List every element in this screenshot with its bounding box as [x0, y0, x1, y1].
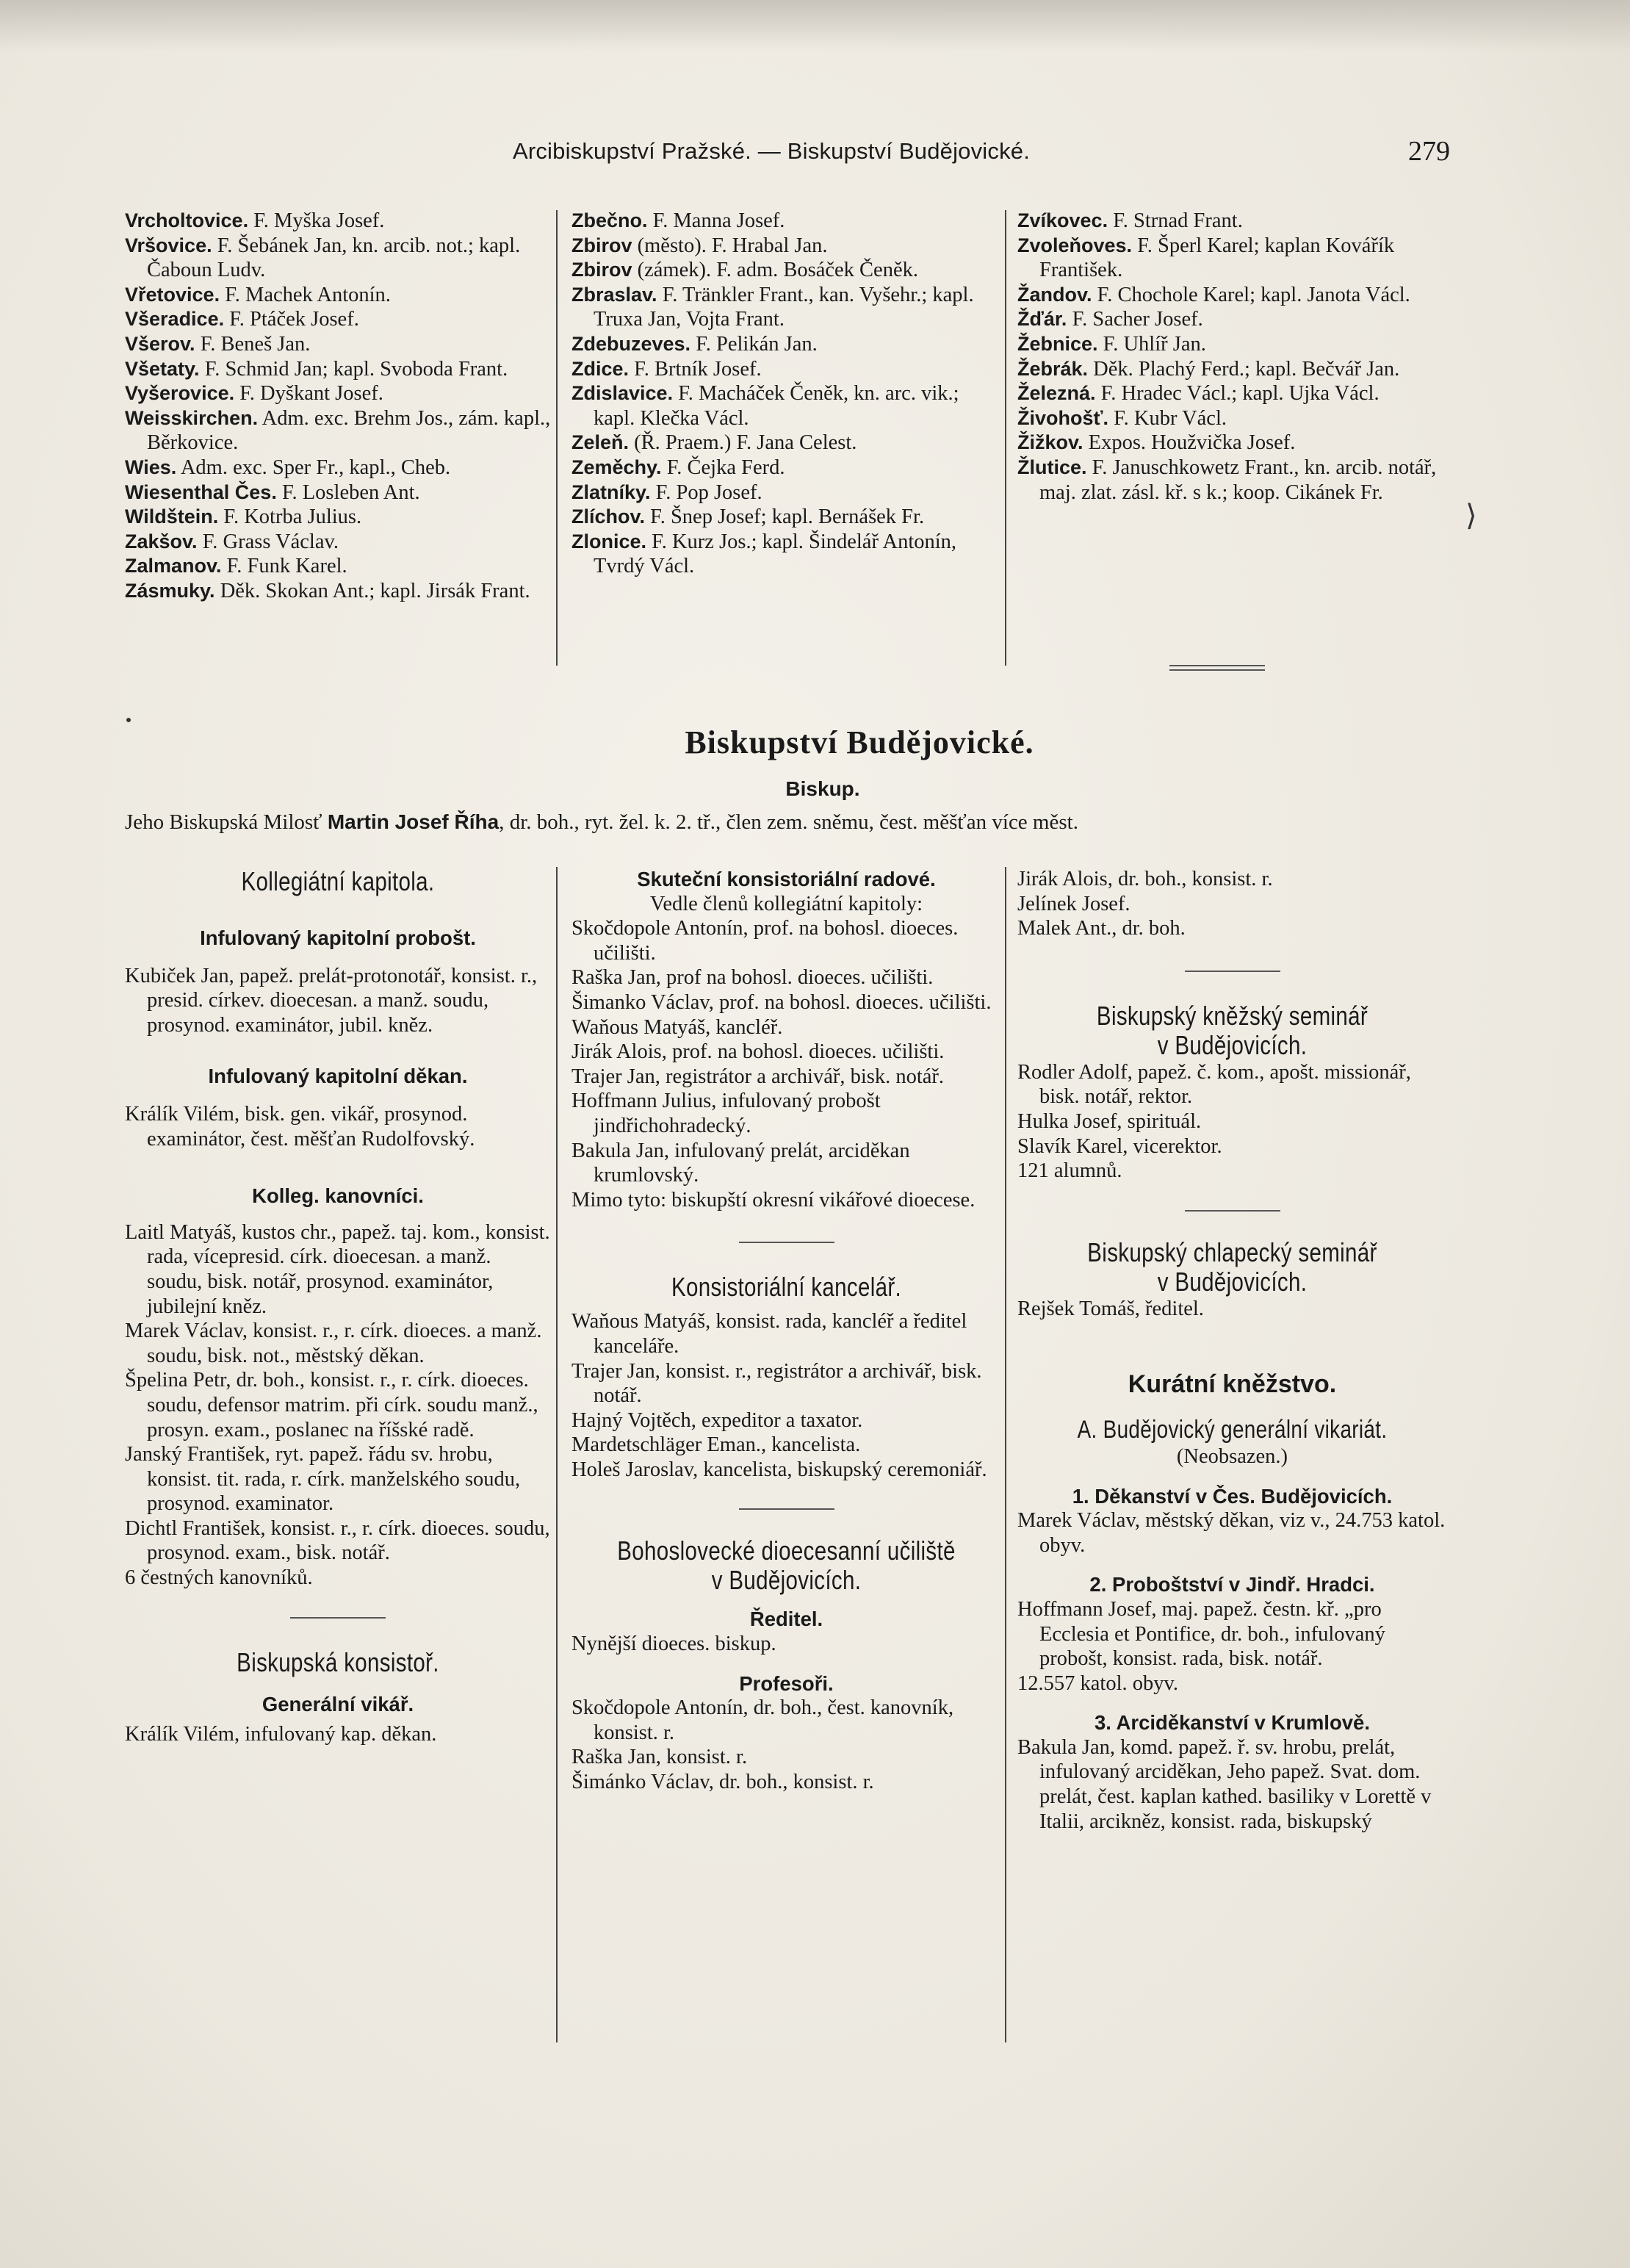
parish-entry-text: F. Beneš Jan.: [195, 332, 311, 356]
parish-entry-text: F. Kurz Jos.; kapl. Šindelář Antonín, Tvrdý Václ.: [594, 530, 957, 578]
scan-shadow: [0, 0, 1630, 51]
parish-entry-text: F. Ptáček Josef.: [224, 308, 359, 331]
middle-column: [571, 867, 1001, 1795]
probostvi-2-text: Hoffmann Josef, maj. papež. čestn. kř. „pro Ecclesia et Pontifice, dr. boh., infulovaný probošt, konsist. rada, bisk. notář.: [1017, 1597, 1385, 1671]
parish-entry-place: Zdebuzeves.: [571, 332, 691, 355]
parish-entry-place: Žďár.: [1017, 308, 1067, 331]
parish-entry-place: Zbečno.: [571, 209, 648, 231]
parish-entry-text: F. Funk Karel.: [221, 555, 347, 578]
parish-entry-place: Všerov.: [125, 332, 195, 355]
column-rule: [556, 867, 558, 2042]
parish-entry: [1017, 357, 1447, 382]
dekanstvi-1-text: Marek Václav, městský děkan, viz v., 24.753 katol. obyv.: [1017, 1509, 1446, 1557]
parish-entry-place: Zalmanov.: [125, 555, 222, 577]
parish-entry-text: F. Šperl Karel; kaplan Kovářík František.: [1039, 234, 1395, 282]
end-rule: [1169, 665, 1265, 671]
probost-title: Infulovaný kapitolní probošt.: [200, 926, 476, 949]
parish-entry-place: Wies.: [125, 456, 177, 478]
parish-entry-text: F. Kotrba Julius.: [218, 505, 362, 529]
parish-entry-text: F. Šebánek Jan, kn. arcib. not.; kapl. Čaboun Ludv.: [147, 234, 521, 282]
parish-entry-place: Železná.: [1017, 382, 1096, 405]
arcidekanstvi-3-title: 3. Arciděkanství v Krumlově.: [1095, 1711, 1370, 1735]
parish-entry: [125, 381, 551, 406]
parish-entry-place: Žebnice.: [1017, 332, 1098, 355]
parish-entry: [125, 357, 551, 382]
kanovnik-entry: Špelina Petr, dr. boh., konsist. r., r. círk. dioeces. soudu, defensor matrim. při círk. soudu manž., prosyn. exam., poslanec na říšské radě.: [125, 1369, 538, 1441]
parish-entry: [125, 579, 551, 604]
probostvi-2-count: 12.557 katol. obyv.: [1017, 1671, 1179, 1695]
parish-entry-text: F. Januschkowetz Frant., kn. arcib. notář, maj. zlat. zásl. kř. s k.; koop. Cikánek Fr.: [1039, 456, 1437, 504]
parish-entry-text: F. Macháček Čeněk, kn. arc. vik.; kapl. Klečka Václ.: [594, 382, 959, 430]
parish-entry-place: Zvíkovec.: [1017, 209, 1108, 231]
seminar-entry: 121 alumnů.: [1017, 1159, 1122, 1183]
parish-entry: [1017, 406, 1447, 431]
parish-entry-place: Všetaty.: [125, 357, 200, 380]
parish-entry-text: F. Sacher Josef.: [1067, 308, 1203, 331]
rada-entry: Bakula Jan, infulovaný prelát, arciděkan krumlovský.: [571, 1139, 910, 1187]
parish-entry-place: Zdislavice.: [571, 382, 674, 405]
chlapecky-title-2: v Budějovicích.: [1157, 1266, 1308, 1297]
parish-entry-text: F. Dyškant Josef.: [234, 382, 383, 406]
parish-entry-place: Vyšerovice.: [125, 382, 235, 405]
profesor-entry: Šimánko Václav, dr. boh., konsist. r.: [571, 1771, 874, 1794]
parish-entry-text: F. Kubr Václ.: [1108, 406, 1227, 430]
parish-entry-place: Zakšov.: [125, 530, 198, 552]
parish-entry: [571, 258, 1001, 283]
vikar-text: Králík Vilém, infulovaný kap. děkan.: [125, 1723, 437, 1746]
parish-entry-text: F. Manna Josef.: [647, 209, 785, 232]
diocese-heading: Biskupství Budějovické.: [685, 724, 1034, 760]
kancelar-title: Konsistoriální kancelář.: [671, 1272, 902, 1303]
parish-entry-place: Zlonice.: [571, 530, 647, 552]
parish-entry: [125, 505, 551, 530]
kanovnik-entry: Laitl Matyáš, kustos chr., papež. taj. kom., konsist. rada, vícepresid. círk. dioecesan. a manž. soudu, bisk. notář, prosynod. examinátor, jubilejní kněz.: [125, 1220, 550, 1318]
kapitola-title: Kollegiátní kapitola.: [241, 866, 435, 896]
parish-entry-place: Vrcholtovice.: [125, 209, 249, 231]
parish-entry-text: (město). F. Hrabal Jan.: [632, 234, 828, 257]
parish-entry: [125, 209, 551, 234]
kancelar-list: [571, 1309, 1001, 1482]
bishop-label: Biskup.: [785, 777, 860, 800]
probost-text: Kubiček Jan, papež. prelát-protonotář, konsist. r., presid. církev. dioecesan. a manž. soudu, prosynod. examinátor, jubil. kněz.: [125, 964, 538, 1037]
parish-entry: [125, 456, 551, 480]
parish-entry: [571, 234, 1001, 259]
margin-dot: [126, 718, 131, 722]
parish-entry-text: F. Pop Josef.: [650, 480, 762, 504]
rada-entry: Jirák Alois, prof. na bohosl. dioeces. učilišti.: [571, 1040, 945, 1064]
arcidekanstvi-3-text: Bakula Jan, komd. papež. ř. sv. hrobu, prelát, infulovaný arciděkan, Jeho papež. Svat. dom. prelát, čest. kaplan kathed. basiliky v Lorettě v Italii, arcikněz, konsist. rada, biskupský: [1017, 1735, 1432, 1833]
reditel-title: Ředitel.: [749, 1608, 823, 1631]
probostvi-2-title: 2. Proboštství v Jindř. Hradci.: [1089, 1573, 1375, 1596]
parish-entry-place: Zdice.: [571, 357, 630, 380]
parish-entry: [571, 456, 1001, 480]
parish-entry-place: Zeleň.: [571, 431, 630, 454]
parish-entry-text: F. Losleben Ant.: [276, 480, 420, 504]
seminar-entry: Rodler Adolf, papež. č. kom., apošt. missionář, bisk. notář, rektor.: [1017, 1060, 1411, 1109]
profesor-entry: Raška Jan, konsist. r.: [571, 1746, 748, 1769]
parish-entry: [571, 283, 1001, 332]
profesori-list: [571, 1696, 1001, 1794]
rada-entry: Mimo tyto: biskupští okresní vikářové dioecese.: [571, 1188, 976, 1212]
kanovnik-entry: Marek Václav, konsist. r., r. círk. dioeces. a manž. soudu, bisk. not., městský děkan.: [125, 1320, 542, 1367]
kanovnici-list: [125, 1220, 551, 1591]
seminar-list: [1017, 1060, 1447, 1184]
parish-entry-text: F. Tränkler Frant., kan. Vyšehr.; kapl. Truxa Jan, Vojta Frant.: [594, 283, 974, 331]
parish-entry-place: Zlatníky.: [571, 480, 651, 503]
parish-entry-text: Adm. exc. Sper Fr., kapl., Cheb.: [176, 456, 451, 479]
parish-entry-place: Vršovice.: [125, 234, 212, 256]
parish-entry: [125, 332, 551, 357]
parish-entry: [125, 234, 551, 283]
right-column: [1017, 867, 1447, 1834]
kancelar-entry: Trajer Jan, konsist. r., registrátor a archivář, bisk. notář.: [571, 1359, 982, 1408]
rada-entry: Raška Jan, prof na bohosl. dioeces. učilišti.: [571, 966, 934, 990]
uciliste-title-2: v Budějovicích.: [711, 1565, 862, 1596]
parish-entry-place: Všeradice.: [125, 308, 225, 331]
parish-entry-place: Žižkov.: [1017, 431, 1083, 454]
parish-entry-place: Žlutice.: [1017, 456, 1087, 478]
parish-entry-text: F. Uhlíř Jan.: [1097, 332, 1206, 356]
seminar-entry: Hulka Josef, spirituál.: [1017, 1109, 1202, 1133]
rada-entry: Jelínek Josef.: [1017, 892, 1130, 915]
kleristvo-title: Kurátní kněžstvo.: [1128, 1370, 1337, 1399]
seminar-entry: Slavík Karel, vicerektor.: [1017, 1134, 1222, 1158]
seminar-title-1: Biskupský kněžský seminář: [1096, 1000, 1368, 1031]
top-column-1: [125, 209, 551, 604]
parish-entry-place: Vřetovice.: [125, 283, 220, 306]
parish-entry: [571, 505, 1001, 530]
parish-entry-text: F. Strnad Frant.: [1108, 209, 1243, 232]
rada-entry: Malek Ant., dr. boh.: [1017, 917, 1186, 940]
rada-entry: Šimanko Václav, prof. na bohosl. dioeces. učilišti.: [571, 990, 992, 1014]
parish-entry-place: Wiesenthal Čes.: [125, 480, 277, 503]
parish-entry: [571, 480, 1001, 505]
reditel-text: Nynější dioeces. biskup.: [571, 1632, 776, 1656]
rada-entry: Jirák Alois, dr. boh., konsist. r.: [1017, 868, 1273, 890]
parish-entry-text: F. Schmid Jan; kapl. Svoboda Frant.: [199, 357, 508, 381]
rada-entry: Skočdopole Antonín, prof. na bohosl. dioeces. učilišti.: [571, 917, 959, 965]
parish-entry-text: F. Brtník Josef.: [629, 357, 762, 381]
radove-intro: Vedle členů kollegiátní kapitoly:: [649, 892, 923, 915]
parish-entry-place: Wildštein.: [125, 505, 219, 528]
parish-entry: [571, 332, 1001, 357]
dekan-text: Králík Vilém, bisk. gen. vikář, prosynod. examinátor, čest. měšťan Rudolfovský.: [125, 1102, 475, 1151]
parish-entry: [571, 431, 1001, 456]
page-number: 279: [1408, 136, 1450, 167]
running-title: Arcibiskupství Pražské. — Biskupství Budějovické.: [512, 138, 1031, 164]
kanovnik-entry: 6 čestných kanovníků.: [125, 1566, 313, 1590]
parish-entry-text: F. Čejka Ferd.: [661, 456, 785, 479]
column-rule: [556, 210, 558, 666]
kancelar-entry: Waňous Matyáš, konsist. rada, kancléř a ředitel kanceláře.: [571, 1310, 967, 1358]
kanovnik-entry: Janský František, ryt. papež. řádu sv. hrobu, konsist. tit. rada, r. círk. manželského soudu, prosynod. examinator.: [125, 1443, 521, 1516]
column-rule: [1005, 867, 1006, 2042]
radove-list: [571, 916, 1001, 1212]
parish-entry-text: (zámek). F. adm. Bosáček Čeněk.: [632, 259, 918, 282]
kancelar-entry: Mardetschläger Eman., kancelista.: [571, 1433, 861, 1457]
parish-entry: [125, 530, 551, 555]
parish-entry: [571, 209, 1001, 234]
parish-entry: [1017, 431, 1447, 456]
column-rule: [1005, 210, 1006, 666]
parish-entry: [1017, 283, 1447, 308]
left-column: [125, 867, 551, 1747]
parish-entry-place: Zbirov: [571, 234, 632, 256]
rada-entry: Hoffmann Julius, infulovaný probošt jindřichohradecký.: [571, 1090, 881, 1137]
parish-entry: [1017, 332, 1447, 357]
kancelar-entry: Hajný Vojtěch, expeditor a taxator.: [571, 1408, 863, 1432]
parish-entry-place: Zeměchy.: [571, 456, 662, 478]
parish-entry-text: F. Myška Josef.: [248, 209, 385, 232]
kancelar-entry: Holeš Jaroslav, kancelista, biskupský ceremoniář.: [571, 1458, 987, 1481]
parish-entry: [125, 283, 551, 308]
vikar-title: Generální vikář.: [262, 1692, 414, 1716]
top-column-2: [571, 209, 1001, 579]
parish-entry-text: Adm. exc. Brehm Jos., zám. kapl., Běrkovice.: [147, 406, 551, 455]
parish-entry-place: Živohošť.: [1017, 406, 1108, 429]
parish-entry: [1017, 234, 1447, 283]
chlapecky-title-1: Biskupský chlapecký seminář: [1087, 1236, 1377, 1267]
parish-entry: [571, 530, 1001, 579]
parish-entry-place: Zbirov: [571, 259, 632, 281]
parish-entry-text: Expos. Houžvička Josef.: [1083, 431, 1296, 455]
kanovnici-title: Kolleg. kanovníci.: [252, 1184, 424, 1208]
parish-entry: [125, 480, 551, 505]
parish-entry-place: Zlíchov.: [571, 505, 646, 528]
parish-entry: [1017, 307, 1447, 332]
parish-entry-place: Žandov.: [1017, 283, 1092, 306]
bishop-pre: Jeho Biskupská Milosť: [125, 810, 328, 834]
dekanstvi-1-title: 1. Děkanství v Čes. Budějovicích.: [1072, 1484, 1393, 1508]
parish-entry-text: F. Chochole Karel; kapl. Janota Václ.: [1092, 283, 1410, 306]
vikariat-title: A. Budějovický generální vikariát.: [1077, 1415, 1388, 1444]
bishop-post: , dr. boh., ryt. žel. k. 2. tř., člen zem. sněmu, čest. měšťan více měst.: [499, 810, 1078, 834]
profesori-title: Profesoři.: [739, 1671, 834, 1695]
parish-entry: [1017, 381, 1447, 406]
parish-entry-place: Zásmuky.: [125, 579, 215, 602]
parish-entry-text: F. Grass Václav.: [197, 530, 339, 553]
parish-entry-text: F. Machek Antonín.: [220, 283, 391, 306]
parish-entry-text: (Ř. Praem.) F. Jana Celest.: [629, 431, 857, 455]
parish-entry-text: Děk. Plachý Ferd.; kapl. Bečvář Jan.: [1088, 357, 1400, 381]
konsistor-title: Biskupská konsistoř.: [237, 1646, 439, 1677]
chlapecky-text: Rejšek Tomáš, ředitel.: [1017, 1297, 1204, 1320]
rada-entry: Waňous Matyáš, kancléř.: [571, 1015, 783, 1039]
bishop-name: Martin Josef Říha: [327, 810, 500, 833]
parish-entry-text: Děk. Skokan Ant.; kapl. Jirsák Frant.: [214, 579, 530, 602]
konsist-continuation: [1017, 867, 1447, 941]
vikariat-note: (Neobsazen.): [1176, 1444, 1288, 1468]
parish-entry: [125, 307, 551, 332]
parish-entry-place: Zvoleňoves.: [1017, 234, 1133, 256]
dekan-title: Infulovaný kapitolní děkan.: [208, 1065, 468, 1088]
bishop-line: [125, 810, 1443, 835]
top-column-3: [1017, 209, 1447, 505]
parish-entry-text: F. Hradec Václ.; kapl. Ujka Václ.: [1095, 382, 1380, 406]
parish-entry-text: F. Šnep Josef; kapl. Bernášek Fr.: [645, 505, 925, 529]
margin-arrow-mark: ⟩: [1465, 499, 1477, 532]
parish-entry-place: Weisskirchen.: [125, 406, 259, 429]
parish-entry-text: F. Pelikán Jan.: [690, 332, 818, 356]
parish-entry-place: Žebrák.: [1017, 357, 1089, 380]
parish-entry: [1017, 209, 1447, 234]
parish-entry: [571, 381, 1001, 431]
parish-entry: [1017, 456, 1447, 505]
rada-entry: Trajer Jan, registrátor a archivář, bisk. notář.: [571, 1065, 945, 1088]
parish-entry-place: Zbraslav.: [571, 283, 657, 306]
profesor-entry: Skočdopole Antonín, dr. boh., čest. kanovník, konsist. r.: [571, 1696, 954, 1744]
seminar-title-2: v Budějovicích.: [1157, 1029, 1308, 1060]
kanovnik-entry: Dichtl František, konsist. r., r. círk. dioeces. soudu, prosynod. exam., bisk. notář.: [125, 1516, 550, 1565]
parish-entry: [125, 406, 551, 456]
parish-entry: [571, 357, 1001, 382]
radove-title: Skuteční konsistoriální radové.: [637, 868, 936, 890]
parish-entry: [125, 554, 551, 579]
uciliste-title-1: Bohoslovecké dioecesanní učiliště: [617, 1536, 956, 1566]
